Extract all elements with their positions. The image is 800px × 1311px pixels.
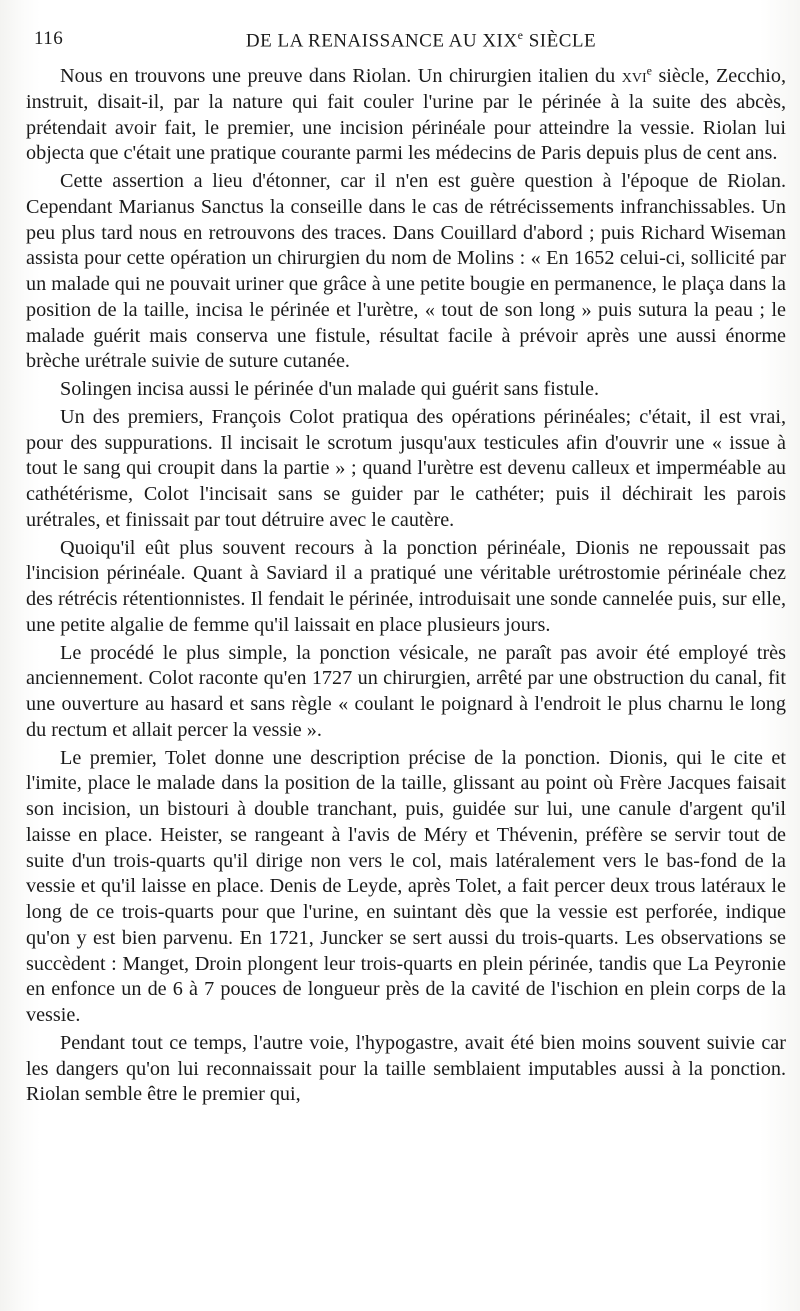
paragraph-6: Le procédé le plus simple, la ponction vésicale, ne paraît pas avoir été employé très anciennement. Colot raconte qu'en 1727 un chirurgien, arrêté par une obstruction du canal, fit une ouverture au hasard et sans règle « coulant le poignard à l'endroit le plus charnu le long du rectum et allait percer la vessie ». [26,641,786,741]
paragraph-3: Solingen incisa aussi le périnée d'un malade qui guérit sans fistule. [60,378,600,400]
paragraph-7: Le premier, Tolet donne une description précise de la ponction. Dionis, qui le cite et l'imite, place le malade dans la position de la taille, glissant au point où Frère Jacques faisait son incision, un bistouri à double tranchant, puis, guidée sur lui, une canule d'argent qu'il laisse en place. Heister, se rangeant à l'avis de Méry et Thévenin, préfère se servir tout de suite d'un trois-quarts qu'il dirige non vers le col, mais latéralement vers le bas-fond de la vessie et qu'il laisse en place. Denis de Leyde, après Tolet, a fait percer deux trous latéraux le long de ce trois-quarts pour que l'urine, en suintant dès que la vessie est perforée, indique qu'on y est bien parvenu. En 1721, Juncker se sert aussi du trois-quarts. Les observations se succèdent : Manget, Droin plongent leur trois-quarts en plein périnée, tandis que La Peyronie en enfonce un de 6 à 7 pouces de longueur près de la cavité de l'ischion en plein corps de la vessie. [26,746,786,1026]
paragraph-1-continuation: siècle, Zecchio, instruit, disait-il, par la nature qui fait couler l'urine par le périnée à la suite des abcès, prétendait avoir fait, le premier, une incision périnéale pour atteindre la vessie. Riolan lui objecta que c'était une pratique courante parmi les médecins de Paris depuis plus de cent ans. [26,65,786,165]
paragraph-8: Pendant tout ce temps, l'autre voie, l'hypogastre, avait été bien moins souvent suivie car les dangers qu'on lui reconnaissait pour la taille semblaient imputables aussi à la ponction. Riolan semble être le premier qui, [26,1031,786,1106]
paragraph-4: Un des premiers, François Colot pratiqua des opérations périnéales; c'était, il est vrai, pour des suppurations. Il incisait le scrotum jusqu'aux testicules afin d'ouvrir une « issue à tout le sang qui croupit dans la partie » ; quand l'urètre est devenu calleux et imperméable au cathétérisme, Colot l'incisait sans se guider par le cathéter; puis il déchirait les parois urétrales, et finissait par tout détruire avec le cautère. [26,405,786,531]
century-numeral: xvi [621,65,647,87]
running-title-end: SIÈCLE [523,30,597,52]
running-title [34,28,768,52]
running-title-main: DE LA RENAISSANCE AU XIX [245,30,518,52]
page-number: 116 [34,28,64,49]
running-title-superscript: e [517,28,524,42]
paragraph-1 [26,64,786,167]
paragraph-1-text: Nous en trouvons une preuve dans Riolan. Un chirurgien italien du [60,65,622,87]
century-superscript: e [646,63,652,78]
page-header [34,28,768,54]
body-text [26,64,786,1110]
paragraph-2: Cette assertion a lieu d'étonner, car il n'en est guère question à l'époque de Riolan. Cependant Marianus Sanctus la conseille dans le cas de rétrécissements infranchissables. Un peu plus tard nous en retrouvons des traces. Dans Couillard d'abord ; puis Richard Wiseman assista pour cette opération un chirurgien du nom de Molins : « En 1652 celui-ci, sollicité par un malade qui ne pouvait uriner que grâce à une petite bougie en permanence, le plaça dans la position de la taille, incisa le périnée et l'urètre, « tout de son long » puis sutura la peau ; le malade guérit mais conserva une fistule, résultat facile à prévoir après une aussi énorme brèche urétrale suivie de suture cutanée. [26,170,786,373]
paragraph-5: Quoiqu'il eût plus souvent recours à la ponction périnéale, Dionis ne repoussait pas l'incision périnéale. Quant à Saviard il a pratiqué une véritable urétrostomie périnéale chez des rétrécis rétentionnistes. Il fendait le périnée, introduisait une sonde cannelée puis, sur elle, une petite algalie de femme qu'il laissait en place plusieurs jours. [26,536,786,636]
